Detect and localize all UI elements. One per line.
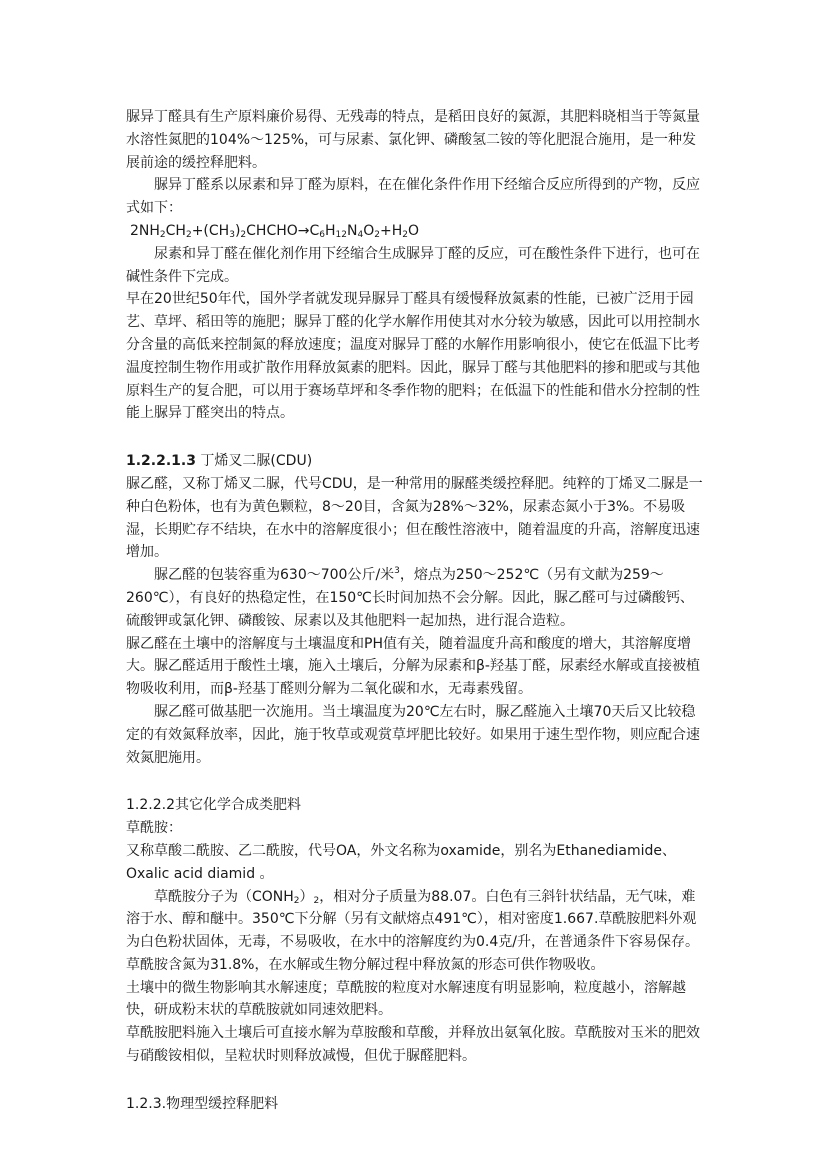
- section-title: 丁烯叉二脲(CDU): [195, 453, 313, 470]
- paragraph: 脲乙醛，又称丁烯叉二脲，代号CDU，是一种常用的脲醛类缓控释肥。纯粹的丁烯叉二脲是一种白色粉体，也有为黄色颗粒，8～20目，含氮为28%～32%，尿素态氮小于3%。不易吸湿，长期贮存不结块，在水中的溶解度很小；但在酸性溶液中，随着温度的升高，溶解度迅速增加。: [126, 475, 703, 561]
- paragraph: 脲乙醛可做基肥一次施用。当土壤温度为20℃左右时，脲乙醛施入土壤70天后又比较稳定的有效氮释放率，因此，施于牧草或观赏草坪肥比较好。如果用于速生型作物，则应配合速效氮肥施用。: [126, 703, 700, 766]
- paragraph: 草酰胺：: [126, 820, 182, 837]
- paragraph: 尿素和异丁醛在催化剂作用下经缩合生成脲异丁醛的反应，可在酸性条件下进行，也可在碱性条件下完成。: [126, 245, 700, 285]
- document-page: [126, 106, 706, 1116]
- paragraph: 脲异丁醛系以尿素和异丁醛为原料，在在催化条件作用下经缩合反应所得到的产物，反应式如下：: [126, 177, 700, 217]
- section-number: 1.2.2.1.3: [126, 453, 196, 470]
- section-heading: 1.2.2.2其它化学合成类肥料: [126, 797, 301, 814]
- paragraph: 脲乙醛在土壤中的溶解度与土壤温度和PH值有关，随着温度升高和酸度的增大，其溶解度增大。脲乙醛适用于酸性土壤，施入土壤后，分解为尿素和β-羟基丁醛，尿素经水解或直接被植物吸收利用，而β-羟基丁醛则分解为二氧化碳和水，无毒素残留。: [126, 635, 700, 698]
- chemical-formula: $2NH_2CH_2+(CH_3)_2CHCHO\to C_6H_{12}N_4O_2+H_2O$: [130, 222, 420, 240]
- paragraph: 脲异丁醛具有生产原料廉价易得、无残毒的特点，是稻田良好的氮源，其肥料晓相当于等氮量水溶性氮肥的104%～125%，可与尿素、氯化钾、磷酸氢二铵的等化肥混合施用，是一种发展前途的缓控释肥料。: [126, 109, 700, 171]
- paragraph: 草酰胺肥料施入土壤后可直接水解为草胺酸和草酸，并释放出氨氧化胺。草酰胺对玉米的肥效与硝酸铵相似，呈粒状时则释放减慢，但优于脲醛肥料。: [126, 1025, 700, 1065]
- paragraph: 草酰胺分子为$(CONH_2)_2$，相对分子质量为88.07。白色有三斜针状结晶，无气味，难溶于水、醇和醚中。350℃下分解（另有文献熔点491℃），相对密度1.667.草酰胺肥料外观为白色粉状固体，无毒，不易吸收，在水中的溶解度约为0.4克/升，在普通条件下容易保存。草酰胺含氮为31.8%，在水解或生物分解过程中释放氮的形态可供作物吸收。: [126, 888, 699, 973]
- paragraph: 土壤中的微生物影响其水解速度；草酰胺的粒度对水解速度有明显影响，粒度越小，溶解越快，研成粉末状的草酰胺就如同速效肥料。: [126, 979, 686, 1019]
- paragraph: 早在20世纪50年代，国外学者就发现异脲异丁醛具有缓慢释放氮素的性能，已被广泛用于园艺、草坪、稻田等的施肥；脲异丁醛的化学水解作用使其对水分较为敏感，因此可以用控制水分含量的高低来控制氮的释放速度；温度对脲异丁醛的水解作用影响很小，使它在低温下比考温度控制生物作用或扩散作用释放氮素的肥料。因此，脲异丁醛与其他肥料的掺和肥或与其他原料生产的复合肥，可以用于赛场草坪和冬季作物的肥料；在低温下的性能和借水分控制的性能上脲异丁醛突出的特点。: [126, 291, 700, 422]
- paragraph: 脲乙醛的包装容重为630～700公斤/米$^3$，熔点为250～252℃（另有文献为259～260℃），有良好的热稳定性，在150℃长时间加热不会分解。因此，脲乙醛可与过磷酸钙、硫酸钾或氯化钾、磷酸铵、尿素以及其他肥料一起加热，进行混合造粒。: [126, 566, 694, 629]
- section-heading: [126, 450, 706, 473]
- paragraph: 又称草酸二酰胺、乙二酰胺，代号OA，外文名称为oxamide，别名为Ethanediamide、Oxalic acid diamid 。: [126, 842, 677, 882]
- section-heading: 1.2.3.物理型缓控释肥料: [126, 1095, 279, 1112]
